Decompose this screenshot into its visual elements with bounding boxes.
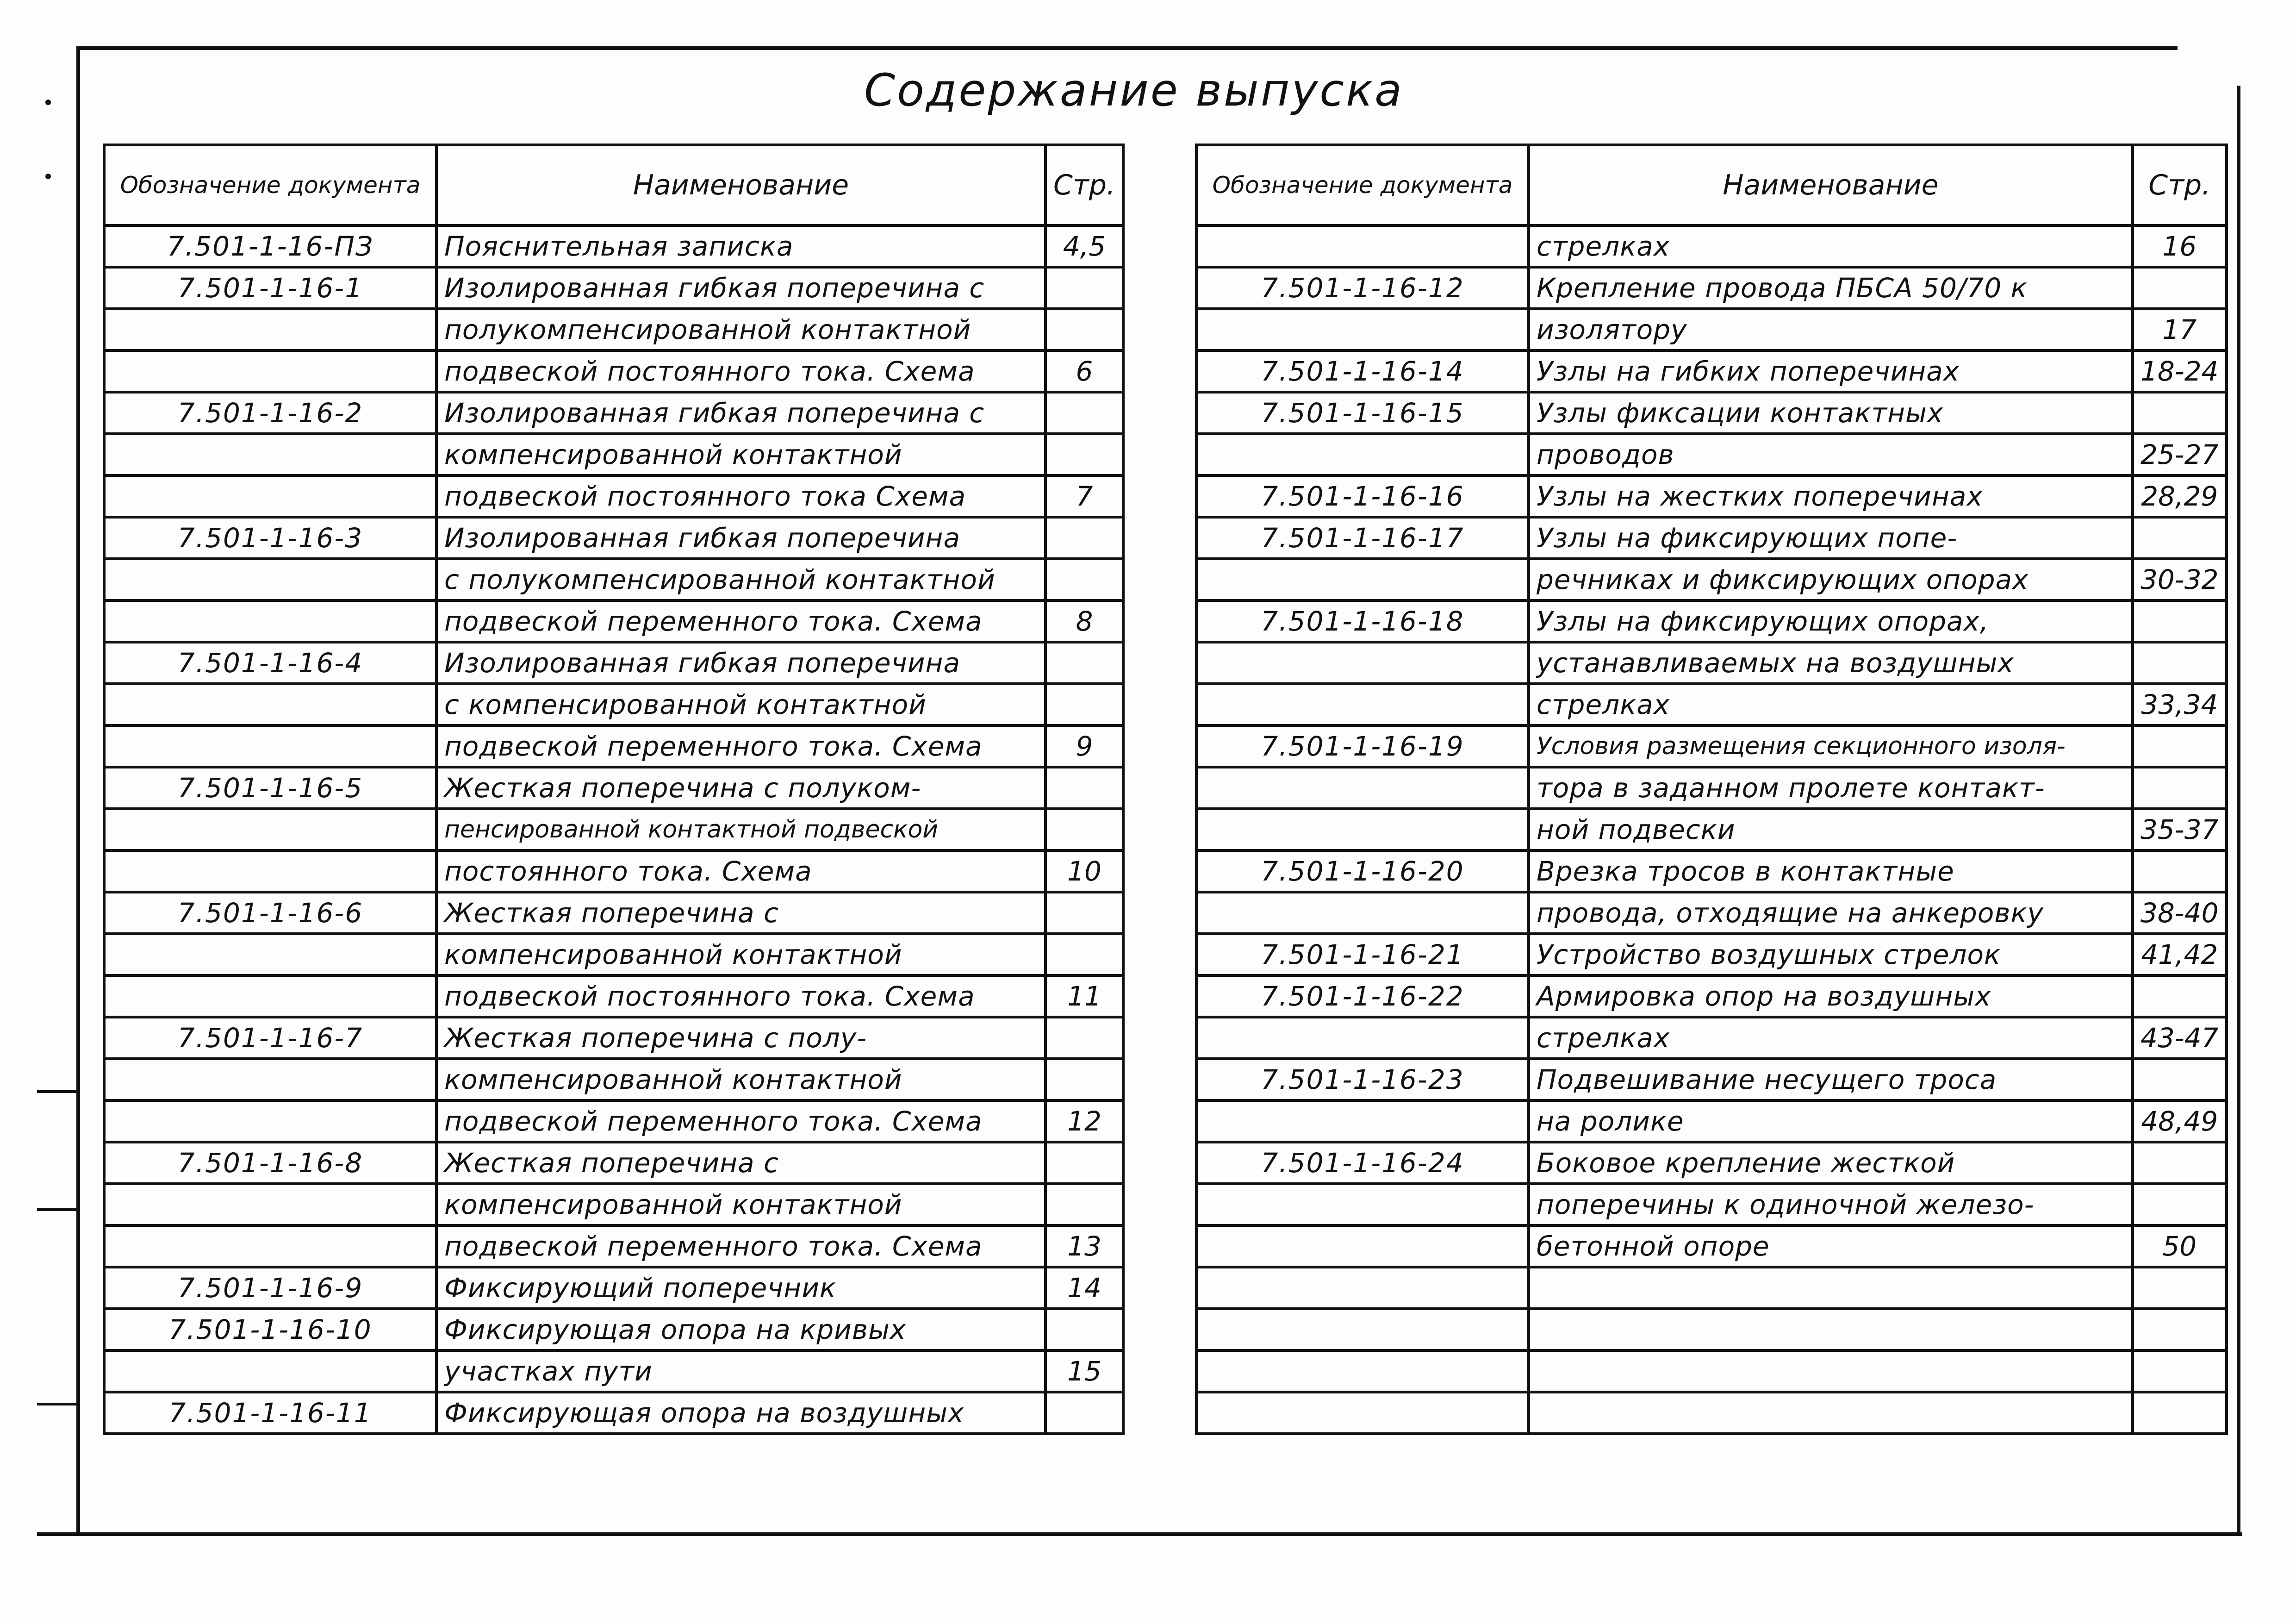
document-code-cell: [104, 559, 436, 600]
document-code-cell: [104, 1350, 436, 1392]
name-cell: подвеской переменного тока. Схема: [436, 1100, 1045, 1142]
header-page: Стр.: [2133, 145, 2227, 225]
table-row: [1196, 1309, 2227, 1350]
table-row: [1196, 559, 2227, 600]
document-code-cell: [104, 725, 436, 767]
name-cell: Жесткая поперечина с: [436, 892, 1045, 934]
document-code-cell: [104, 850, 436, 892]
document-code-cell: [1196, 559, 1529, 600]
page-cell: 38-40: [2133, 892, 2227, 934]
name-cell: Узлы на фиксирующих опорах,: [1529, 600, 2133, 642]
name-cell: Армировка опор на воздушных: [1529, 975, 2133, 1017]
document-code-cell: [1196, 1017, 1529, 1059]
table-row: [104, 1350, 1123, 1392]
document-code-cell: [104, 1100, 436, 1142]
name-cell: Крепление провода ПБСА 50/70 к: [1529, 267, 2133, 309]
name-cell: Фиксирующая опора на воздушных: [436, 1392, 1045, 1434]
page-cell: [1045, 1059, 1123, 1100]
name-cell: изолятору: [1529, 309, 2133, 350]
table-row: [1196, 1350, 2227, 1392]
page-cell: [1045, 892, 1123, 934]
table-header-row: [104, 145, 1123, 225]
document-code-cell: 7.501-1-16-7: [104, 1017, 436, 1059]
name-cell: с полукомпенсированной контактной: [436, 559, 1045, 600]
document-code-cell: [104, 1059, 436, 1100]
page-cell: [2133, 1142, 2227, 1184]
page-cell: [2133, 1392, 2227, 1434]
document-code-cell: 7.501-1-16-19: [1196, 725, 1529, 767]
page-cell: [1045, 1142, 1123, 1184]
table-row: [104, 1267, 1123, 1309]
name-cell: Боковое крепление жесткой: [1529, 1142, 2133, 1184]
table-row: [104, 309, 1123, 350]
table-row: [1196, 892, 2227, 934]
table-row: [104, 1100, 1123, 1142]
document-code-cell: [1196, 767, 1529, 809]
table-row: [104, 809, 1123, 850]
name-cell: стрелках: [1529, 225, 2133, 267]
name-cell: Условия размещения секционного изоля-: [1529, 725, 2133, 767]
page-cell: 15: [1045, 1350, 1123, 1392]
page-cell: [1045, 517, 1123, 559]
table-row: [104, 725, 1123, 767]
margin-tick: [37, 1403, 76, 1405]
document-code-cell: 7.501-1-16-1: [104, 267, 436, 309]
table-row: [104, 1225, 1123, 1267]
page-cell: [2133, 725, 2227, 767]
document-code-cell: [1196, 434, 1529, 475]
page-cell: [2133, 767, 2227, 809]
page-cell: [1045, 434, 1123, 475]
name-cell: компенсированной контактной: [436, 1059, 1045, 1100]
table-row: [1196, 517, 2227, 559]
name-cell: [1529, 1267, 2133, 1309]
document-code-cell: 7.501-1-16-ПЗ: [104, 225, 436, 267]
table-row: [1196, 600, 2227, 642]
document-code-cell: 7.501-1-16-10: [104, 1309, 436, 1350]
document-code-cell: [1196, 892, 1529, 934]
name-cell: Фиксирующая опора на кривых: [436, 1309, 1045, 1350]
name-cell: Врезка тросов в контактные: [1529, 850, 2133, 892]
name-cell: проводов: [1529, 434, 2133, 475]
name-cell: подвеской переменного тока. Схема: [436, 600, 1045, 642]
document-code-cell: [104, 434, 436, 475]
document-code-cell: 7.501-1-16-14: [1196, 350, 1529, 392]
table-row: [104, 642, 1123, 684]
document-code-cell: 7.501-1-16-22: [1196, 975, 1529, 1017]
name-cell: полукомпенсированной контактной: [436, 309, 1045, 350]
document-code-cell: [104, 600, 436, 642]
name-cell: компенсированной контактной: [436, 1184, 1045, 1225]
table-row: [1196, 225, 2227, 267]
page-cell: [1045, 309, 1123, 350]
name-cell: тора в заданном пролете контакт-: [1529, 767, 2133, 809]
page-cell: [1045, 684, 1123, 725]
name-cell: Подвешивание несущего троса: [1529, 1059, 2133, 1100]
page-cell: 48,49: [2133, 1100, 2227, 1142]
name-cell: подвеской переменного тока. Схема: [436, 725, 1045, 767]
document-code-cell: 7.501-1-16-23: [1196, 1059, 1529, 1100]
page-cell: [1045, 809, 1123, 850]
document-code-cell: [1196, 809, 1529, 850]
name-cell: Узлы фиксации контактных: [1529, 392, 2133, 434]
document-code-cell: [104, 350, 436, 392]
binding-hole-mark: [45, 174, 51, 179]
page-cell: [2133, 392, 2227, 434]
table-row: [104, 434, 1123, 475]
header-page: Стр.: [1045, 145, 1123, 225]
table-row: [104, 517, 1123, 559]
page-cell: [1045, 392, 1123, 434]
table-row: [1196, 684, 2227, 725]
table-row: [1196, 1225, 2227, 1267]
frame-left-border: [76, 46, 80, 1535]
page-cell: 8: [1045, 600, 1123, 642]
table-row: [104, 1017, 1123, 1059]
name-cell: поперечины к одиночной железо-: [1529, 1184, 2133, 1225]
table-row: [104, 475, 1123, 517]
table-row: [1196, 392, 2227, 434]
document-code-cell: [104, 809, 436, 850]
table-row: [104, 350, 1123, 392]
document-code-cell: 7.501-1-16-24: [1196, 1142, 1529, 1184]
name-cell: [1529, 1350, 2133, 1392]
page-cell: [1045, 1184, 1123, 1225]
document-code-cell: 7.501-1-16-4: [104, 642, 436, 684]
page-cell: [2133, 1309, 2227, 1350]
margin-tick: [37, 1208, 76, 1211]
table-row: [1196, 850, 2227, 892]
document-code-cell: 7.501-1-16-20: [1196, 850, 1529, 892]
name-cell: компенсированной контактной: [436, 434, 1045, 475]
document-code-cell: [1196, 1225, 1529, 1267]
name-cell: речниках и фиксирующих опорах: [1529, 559, 2133, 600]
name-cell: Изолированная гибкая поперечина с: [436, 392, 1045, 434]
page-cell: 12: [1045, 1100, 1123, 1142]
name-cell: Изолированная гибкая поперечина: [436, 642, 1045, 684]
name-cell: подвеской переменного тока. Схема: [436, 1225, 1045, 1267]
name-cell: Жесткая поперечина с полуком-: [436, 767, 1045, 809]
frame-right-border: [2237, 86, 2240, 1535]
table-row: [1196, 1017, 2227, 1059]
page-cell: [2133, 1267, 2227, 1309]
contents-table-left: [103, 144, 1125, 1435]
page-cell: [1045, 559, 1123, 600]
document-code-cell: 7.501-1-16-6: [104, 892, 436, 934]
page-cell: 16: [2133, 225, 2227, 267]
table-row: [1196, 1142, 2227, 1184]
name-cell: ной подвески: [1529, 809, 2133, 850]
document-code-cell: [1196, 1350, 1529, 1392]
table-row: [1196, 475, 2227, 517]
page-cell: [1045, 934, 1123, 975]
page-cell: [2133, 1350, 2227, 1392]
frame-bottom-border: [37, 1532, 2242, 1536]
table-row: [104, 1309, 1123, 1350]
page-cell: 10: [1045, 850, 1123, 892]
document-code-cell: [1196, 1309, 1529, 1350]
name-cell: бетонной опоре: [1529, 1225, 2133, 1267]
page-cell: 43-47: [2133, 1017, 2227, 1059]
table-row: [1196, 1267, 2227, 1309]
page-cell: [2133, 975, 2227, 1017]
name-cell: подвеской постоянного тока. Схема: [436, 350, 1045, 392]
table-row: [104, 1392, 1123, 1434]
document-code-cell: [104, 684, 436, 725]
document-code-cell: [104, 309, 436, 350]
page-cell: 30-32: [2133, 559, 2227, 600]
document-code-cell: [104, 1225, 436, 1267]
table-row: [104, 892, 1123, 934]
name-cell: Жесткая поперечина с: [436, 1142, 1045, 1184]
contents-right-body: [1196, 225, 2227, 1434]
table-row: [104, 392, 1123, 434]
table-header-row: [1196, 145, 2227, 225]
name-cell: стрелках: [1529, 684, 2133, 725]
page-cell: 25-27: [2133, 434, 2227, 475]
page-cell: [2133, 642, 2227, 684]
table-row: [104, 934, 1123, 975]
page-cell: [2133, 600, 2227, 642]
name-cell: участках пути: [436, 1350, 1045, 1392]
page-cell: 50: [2133, 1225, 2227, 1267]
header-document-code: Обозначение документа: [1196, 145, 1529, 225]
page-cell: 4,5: [1045, 225, 1123, 267]
name-cell: Изолированная гибкая поперечина: [436, 517, 1045, 559]
page-cell: 13: [1045, 1225, 1123, 1267]
page-cell: [1045, 1392, 1123, 1434]
document-code-cell: [1196, 1184, 1529, 1225]
margin-tick: [37, 1090, 76, 1093]
table-row: [1196, 975, 2227, 1017]
table-row: [1196, 1059, 2227, 1100]
page-cell: [1045, 642, 1123, 684]
page-cell: 11: [1045, 975, 1123, 1017]
document-code-cell: 7.501-1-16-11: [104, 1392, 436, 1434]
page-cell: [1045, 267, 1123, 309]
page-title: Содержание выпуска: [864, 64, 1404, 116]
name-cell: подвеской постоянного тока. Схема: [436, 975, 1045, 1017]
table-row: [1196, 1392, 2227, 1434]
table-row: [104, 225, 1123, 267]
name-cell: стрелках: [1529, 1017, 2133, 1059]
page-cell: 9: [1045, 725, 1123, 767]
page-cell: [2133, 517, 2227, 559]
name-cell: на ролике: [1529, 1100, 2133, 1142]
page-cell: 18-24: [2133, 350, 2227, 392]
table-row: [104, 1184, 1123, 1225]
name-cell: постоянного тока. Схема: [436, 850, 1045, 892]
table-row: [1196, 350, 2227, 392]
contents-left-body: [104, 225, 1123, 1434]
table-row: [1196, 1100, 2227, 1142]
page-cell: [1045, 1309, 1123, 1350]
document-code-cell: 7.501-1-16-2: [104, 392, 436, 434]
table-row: [1196, 934, 2227, 975]
document-code-cell: [1196, 1392, 1529, 1434]
page-cell: [2133, 1059, 2227, 1100]
name-cell: [1529, 1392, 2133, 1434]
document-code-cell: 7.501-1-16-15: [1196, 392, 1529, 434]
document-code-cell: [104, 975, 436, 1017]
document-code-cell: [1196, 642, 1529, 684]
table-row: [1196, 767, 2227, 809]
header-name: Наименование: [1529, 145, 2133, 225]
document-code-cell: [1196, 1267, 1529, 1309]
binding-hole-mark: [45, 100, 51, 105]
frame-top-border: [76, 46, 2178, 50]
page-cell: 6: [1045, 350, 1123, 392]
page-cell: 28,29: [2133, 475, 2227, 517]
page-cell: 33,34: [2133, 684, 2227, 725]
document-code-cell: [104, 934, 436, 975]
table-row: [1196, 434, 2227, 475]
page-cell: 14: [1045, 1267, 1123, 1309]
table-row: [1196, 267, 2227, 309]
document-code-cell: 7.501-1-16-5: [104, 767, 436, 809]
document-code-cell: 7.501-1-16-9: [104, 1267, 436, 1309]
page-cell: 35-37: [2133, 809, 2227, 850]
table-row: [104, 1142, 1123, 1184]
page-cell: [2133, 850, 2227, 892]
table-row: [1196, 309, 2227, 350]
table-row: [104, 850, 1123, 892]
document-code-cell: 7.501-1-16-8: [104, 1142, 436, 1184]
page-cell: [2133, 1184, 2227, 1225]
table-row: [104, 1059, 1123, 1100]
document-code-cell: 7.501-1-16-12: [1196, 267, 1529, 309]
header-name: Наименование: [436, 145, 1045, 225]
document-code-cell: 7.501-1-16-16: [1196, 475, 1529, 517]
table-row: [104, 600, 1123, 642]
document-code-cell: 7.501-1-16-17: [1196, 517, 1529, 559]
table-row: [104, 975, 1123, 1017]
document-code-cell: [104, 1184, 436, 1225]
name-cell: Устройство воздушных стрелок: [1529, 934, 2133, 975]
page-cell: 7: [1045, 475, 1123, 517]
name-cell: Пояснительная записка: [436, 225, 1045, 267]
table-row: [1196, 642, 2227, 684]
name-cell: пенсированной контактной подвеской: [436, 809, 1045, 850]
document-code-cell: 7.501-1-16-18: [1196, 600, 1529, 642]
table-row: [104, 267, 1123, 309]
document-code-cell: 7.501-1-16-21: [1196, 934, 1529, 975]
table-row: [104, 767, 1123, 809]
table-row: [104, 684, 1123, 725]
name-cell: подвеской постоянного тока Схема: [436, 475, 1045, 517]
page-cell: [1045, 1017, 1123, 1059]
table-row: [1196, 1184, 2227, 1225]
table-row: [1196, 809, 2227, 850]
document-code-cell: [1196, 225, 1529, 267]
name-cell: Узлы на фиксирующих попе-: [1529, 517, 2133, 559]
document-code-cell: [1196, 684, 1529, 725]
document-code-cell: [1196, 1100, 1529, 1142]
name-cell: Жесткая поперечина с полу-: [436, 1017, 1045, 1059]
page-cell: [1045, 767, 1123, 809]
name-cell: устанавливаемых на воздушных: [1529, 642, 2133, 684]
document-code-cell: 7.501-1-16-3: [104, 517, 436, 559]
page-cell: [2133, 267, 2227, 309]
name-cell: Изолированная гибкая поперечина с: [436, 267, 1045, 309]
name-cell: [1529, 1309, 2133, 1350]
page-cell: 17: [2133, 309, 2227, 350]
name-cell: Узлы на гибких поперечинах: [1529, 350, 2133, 392]
name-cell: Фиксирующий поперечник: [436, 1267, 1045, 1309]
name-cell: провода, отходящие на анкеровку: [1529, 892, 2133, 934]
header-document-code: Обозначение документа: [104, 145, 436, 225]
page-cell: 41,42: [2133, 934, 2227, 975]
table-row: [1196, 725, 2227, 767]
document-code-cell: [1196, 309, 1529, 350]
name-cell: Узлы на жестких поперечинах: [1529, 475, 2133, 517]
name-cell: компенсированной контактной: [436, 934, 1045, 975]
document-code-cell: [104, 475, 436, 517]
table-row: [104, 559, 1123, 600]
contents-table-right: [1195, 144, 2228, 1435]
name-cell: с компенсированной контактной: [436, 684, 1045, 725]
